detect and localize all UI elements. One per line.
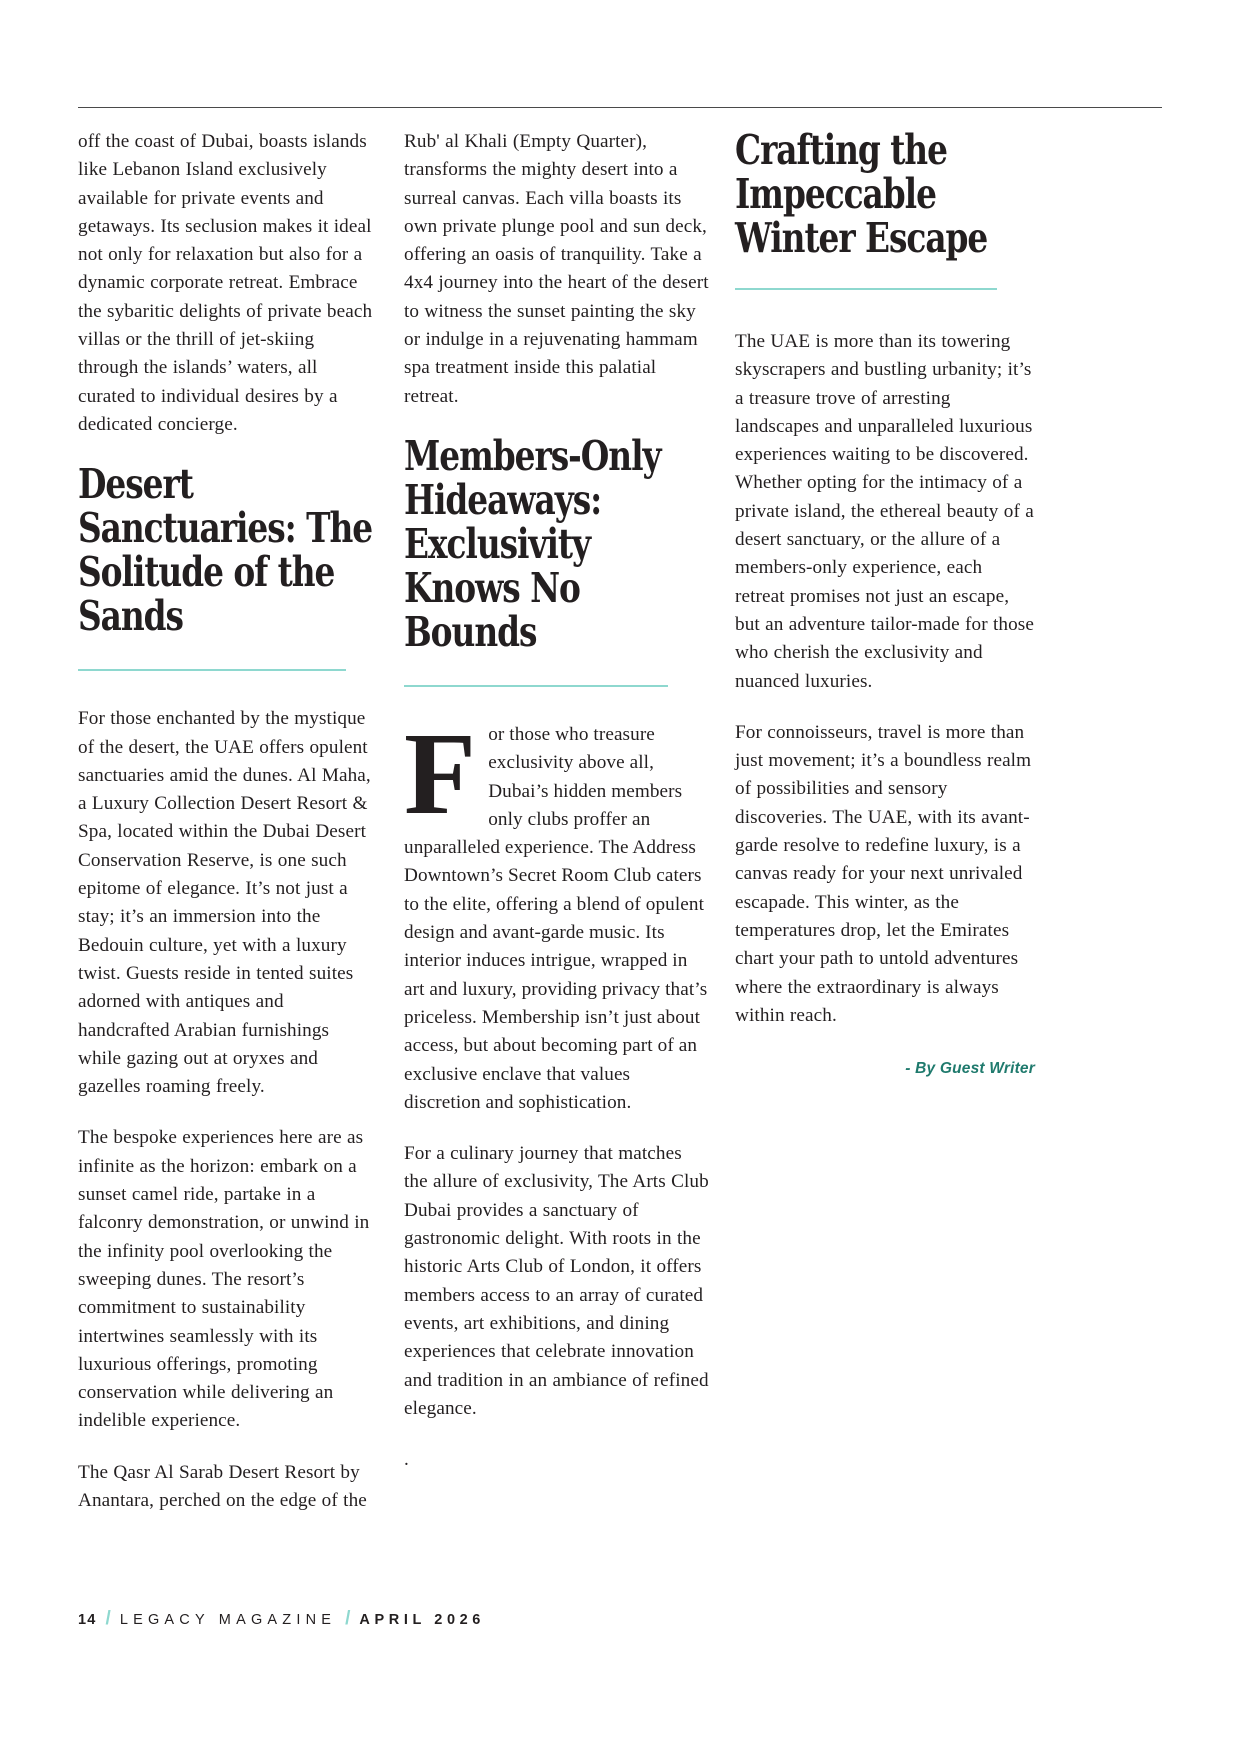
header-divider-rule — [78, 107, 1162, 108]
footer-separator-two: / — [345, 1608, 351, 1629]
paragraph-column-one-2: The bespoke experiences here are as infinite as the horizon: embark on a sunset camel ride, partake in a falconry demonstration, or unwind in the infinity pool overlooking the sweeping dunes. The resort’s commitment to sustainability intertwines seamlessly with its luxurious offerings, promoting conservation while delivering an indelible experience. — [78, 1127, 370, 1432]
footer-page-number: 14 — [78, 1612, 97, 1628]
drop-cap-letter: F — [404, 707, 477, 839]
heading-underline-rule-two — [404, 685, 668, 687]
dropcap-paragraph-column-two — [404, 707, 709, 1117]
paragraph-column-one-3: The Qasr Al Sarab Desert Resort by Anantara, perched on the edge of the — [78, 1461, 367, 1511]
paragraph-column-one-1: For those enchanted by the mystique of the desert, the UAE offers opulent sanctuaries amid the dunes. Al Maha, a Luxury Collection Desert Resort & Spa, located within the Dubai Desert Conservation Reserve, is one such epitome of elegance. It’s not just a stay; it’s an immersion into the Bedouin culture, yet with a luxury twist. Guests reside in tented suites adorned with antiques and handcrafted Arabian furnishings while gazing out at oryxes and gazelles roaming freely. — [78, 708, 371, 1098]
dropcap-paragraph-text: or those who treasure exclusivity above all, Dubai’s hidden members only clubs proffer an unparalleled experience. The Address Downtown’s Secret Room Club caters to the elite, offering a blend of opulent design and avant-garde music. Its interior induces intrigue, wrapped in art and luxury, providing privacy that’s priceless. Membership isn’t just about access, but about becoming part of an exclusive enclave that values discretion and sophistication. — [404, 723, 708, 1113]
paragraph-column-two-1: For a culinary journey that matches the allure of exclusivity, The Arts Club Dubai provides a sanctuary of gastronomic delight. With roots in the historic Arts Club of London, it offers members access to an array of curated events, art exhibitions, and dining experiences that celebrate innovation and tradition in an ambiance of refined elegance. — [404, 1143, 709, 1419]
magazine-page — [78, 0, 1162, 1754]
heading-underline-rule-three — [735, 288, 997, 290]
paragraph-column-two-2: . — [404, 1449, 409, 1471]
column-three — [735, 128, 1035, 1515]
heading-underline-rule-one — [78, 669, 346, 671]
footer-publication-name: LEGACY MAGAZINE — [119, 1612, 337, 1628]
article-byline: - By Guest Writer — [905, 1060, 1035, 1078]
paragraph-column-three-2: For connoisseurs, travel is more than just movement; it’s a boundless realm of possibilities and sensory discoveries. The UAE, with its avant-garde resolve to redefine luxury, is a canvas ready for your next unrivaled escapade. This winter, as the temperatures drop, let the Emirates chart your path to untold adventures where the extraordinary is always within reach. — [735, 721, 1032, 1026]
continued-paragraph-column-one: off the coast of Dubai, boasts islands like Lebanon Island exclusively available for private events and getaways. Its seclusion makes it ideal not only for relaxation but also for a dynamic corporate retreat. Embrace the sybaritic delights of private beach villas or the thrill of jet-skiing through the islands’ waters, all curated to individual desires by a dedicated concierge. — [78, 131, 373, 435]
continued-paragraph-column-two: Rub' al Khali (Empty Quarter), transforms the mighty desert into a surreal canvas. Each villa boasts its own private plunge pool and sun deck, offering an oasis of tranquility. Take a 4x4 journey into the heart of the desert to witness the sunset painting the sky or indulge in a rejuvenating hammam spa treatment inside this palatial retreat. — [404, 131, 709, 407]
heading-desert-sanctuaries: Desert Sanctuaries: The Solitude of the Sands — [78, 460, 373, 641]
column-one — [78, 128, 375, 1515]
heading-crafting-winter-escape: Crafting the Impeccable Winter Escape — [735, 126, 988, 262]
footer-separator-one: / — [105, 1608, 111, 1629]
three-column-layout — [78, 128, 1162, 1515]
heading-members-only-hideaways: Members-Only Hideaways: Exclusivity Knows No Bounds — [404, 431, 661, 656]
footer-issue-date: APRIL 2026 — [359, 1612, 485, 1628]
page-footer — [78, 1608, 1162, 1630]
column-two — [404, 128, 709, 1515]
paragraph-column-three-1: The UAE is more than its towering skyscrapers and bustling urbanity; it’s a treasure trove of arresting landscapes and unparalleled luxurious experiences waiting to be discovered. Whether opting for the intimacy of a private island, the ethereal beauty of a desert sanctuary, or the allure of a members-only experience, each retreat promises not just an escape, but an adventure tailor-made for those who cherish the exclusivity and nuanced luxuries. — [735, 331, 1034, 692]
